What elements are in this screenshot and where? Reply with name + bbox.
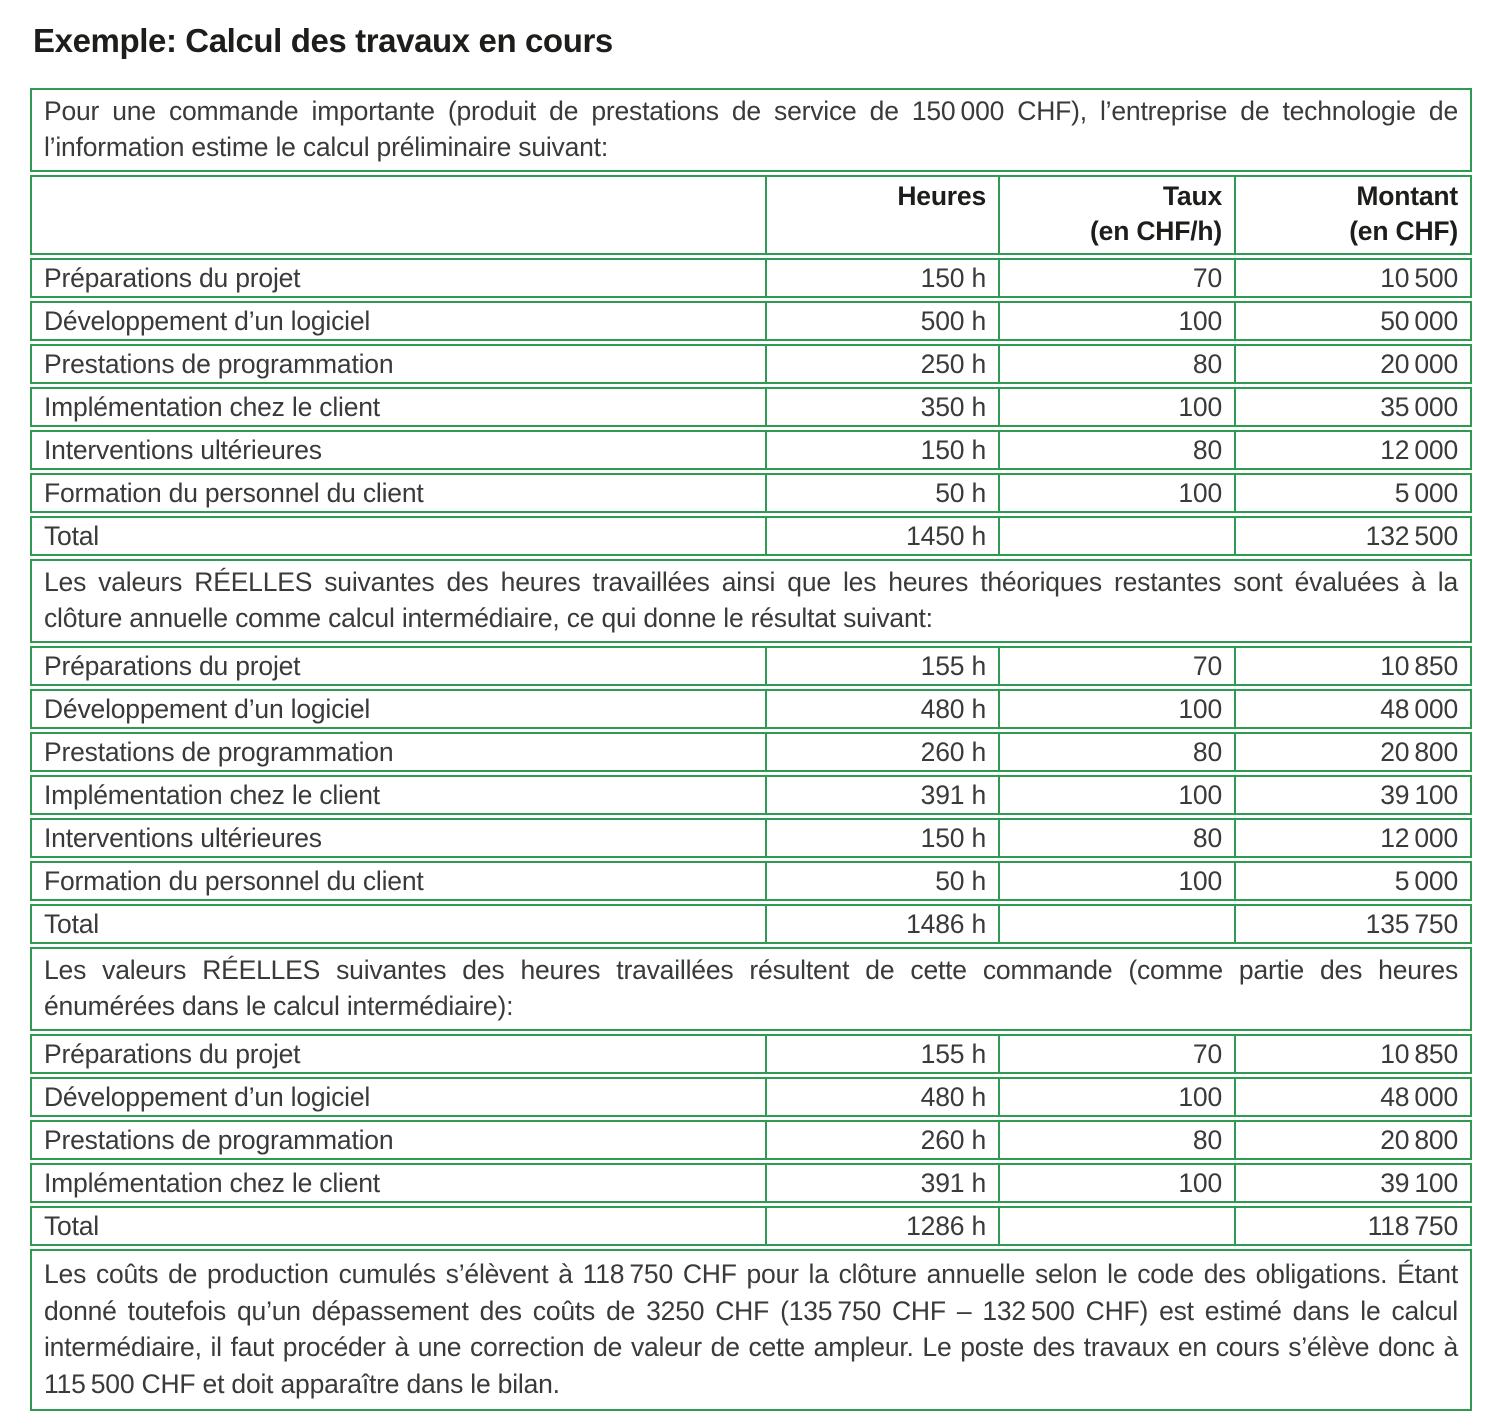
hours-cell: 1450 h [765, 518, 998, 554]
table-row [30, 1163, 1472, 1203]
amount-cell: 135 750 [1234, 906, 1470, 942]
table-row [30, 473, 1472, 513]
rate-cell: 80 [998, 820, 1234, 856]
hours-cell: 150 h [765, 260, 998, 296]
rate-cell: 70 [998, 648, 1234, 684]
table-intro-note: Pour une commande importante (produit de prestations de service de 150 000 CHF), l’entreprise de technologie de l’information estime le calcul préliminaire suivant: [30, 88, 1472, 172]
table-row [30, 689, 1472, 729]
hours-cell: 480 h [765, 1079, 998, 1115]
rate-cell: 100 [998, 863, 1234, 899]
hours-cell: 150 h [765, 820, 998, 856]
row-label-cell: Total [44, 909, 99, 939]
amount-cell: 12 000 [1234, 432, 1470, 468]
table-header-row [30, 175, 1472, 255]
amount-cell: 132 500 [1234, 518, 1470, 554]
hours-cell: 50 h [765, 475, 998, 511]
table-conclusion-note: Les coûts de production cumulés s’élèvent à 118 750 CHF pour la clôture annuelle selon le code des obligations. Étant donné toutefois qu’un dépassement des coûts de 3250 CHF (135 750 CHF – 132 500 CHF) est estimé dans le calcul intermédiaire, il faut procéder à une correction de valeur de cette ampleur. Le poste des travaux en cours s’élève donc à 115 500 CHF et doit apparaître dans le bilan. [30, 1249, 1472, 1411]
row-label-cell: Préparations du projet [44, 263, 301, 293]
table-row [30, 818, 1472, 858]
table-row [30, 516, 1472, 556]
rate-cell: 100 [998, 303, 1234, 339]
row-label-cell: Développement d’un logiciel [44, 1082, 371, 1112]
rate-cell [998, 518, 1234, 554]
column-header-rate-line1: Taux [1162, 181, 1222, 211]
section-note: Les valeurs RÉELLES suivantes des heures travaillées ainsi que les heures théoriques restantes sont évaluées à la clôture annuelle comme calcul intermédiaire, ce qui donne le résultat suivant: [30, 559, 1472, 643]
hours-cell: 155 h [765, 648, 998, 684]
row-label-cell: Prestations de programmation [44, 349, 394, 379]
hours-cell: 391 h [765, 777, 998, 813]
amount-cell: 118 750 [1234, 1208, 1470, 1244]
table-row [30, 1034, 1472, 1074]
amount-cell: 20 000 [1234, 346, 1470, 382]
rate-cell: 80 [998, 1122, 1234, 1158]
rate-cell [998, 906, 1234, 942]
page-title: Exemple: Calcul des travaux en cours [33, 22, 613, 59]
table-row [30, 1120, 1472, 1160]
rate-cell: 100 [998, 475, 1234, 511]
rate-cell: 80 [998, 734, 1234, 770]
hours-cell: 1286 h [765, 1208, 998, 1244]
rate-cell: 80 [998, 432, 1234, 468]
table-row [30, 904, 1472, 944]
hours-cell: 50 h [765, 863, 998, 899]
amount-cell: 39 100 [1234, 1165, 1470, 1201]
amount-cell: 48 000 [1234, 1079, 1470, 1115]
hours-cell: 260 h [765, 734, 998, 770]
row-label-cell: Prestations de programmation [44, 737, 394, 767]
row-label-cell: Interventions ultérieures [44, 435, 322, 465]
row-label-cell: Préparations du projet [44, 1039, 301, 1069]
row-label-cell: Interventions ultérieures [44, 823, 322, 853]
amount-cell: 50 000 [1234, 303, 1470, 339]
row-label-cell: Préparations du projet [44, 651, 301, 681]
rate-cell: 100 [998, 389, 1234, 425]
row-label-cell: Implémentation chez le client [44, 392, 380, 422]
hours-cell: 150 h [765, 432, 998, 468]
column-header-amount-line1: Montant [1356, 181, 1458, 211]
section-note: Les valeurs RÉELLES suivantes des heures travaillées résultent de cette commande (comme partie des heures énumérées dans le calcul intermédiaire): [30, 947, 1472, 1031]
row-label-cell: Implémentation chez le client [44, 1168, 380, 1198]
amount-cell: 20 800 [1234, 734, 1470, 770]
table-row [30, 258, 1472, 298]
column-header-amount-line2: (en CHF) [1349, 216, 1458, 246]
column-header-rate-line2: (en CHF/h) [1090, 216, 1222, 246]
table-row [30, 775, 1472, 815]
row-label-cell: Total [44, 521, 99, 551]
amount-cell: 5 000 [1234, 475, 1470, 511]
amount-cell: 10 850 [1234, 1036, 1470, 1072]
rate-cell [998, 1208, 1234, 1244]
hours-cell: 260 h [765, 1122, 998, 1158]
table-row [30, 1077, 1472, 1117]
table-row [30, 387, 1472, 427]
work-in-progress-table [30, 88, 1472, 1411]
amount-cell: 5 000 [1234, 863, 1470, 899]
hours-cell: 1486 h [765, 906, 998, 942]
table-row [30, 344, 1472, 384]
hours-cell: 250 h [765, 346, 998, 382]
hours-cell: 350 h [765, 389, 998, 425]
table-row [30, 732, 1472, 772]
amount-cell: 48 000 [1234, 691, 1470, 727]
column-header-hours [765, 177, 998, 253]
hours-cell: 500 h [765, 303, 998, 339]
table-row [30, 861, 1472, 901]
rate-cell: 70 [998, 260, 1234, 296]
column-header-rate [998, 177, 1234, 253]
table-row [30, 301, 1472, 341]
row-label-cell: Prestations de programmation [44, 1125, 394, 1155]
hours-cell: 155 h [765, 1036, 998, 1072]
rate-cell: 70 [998, 1036, 1234, 1072]
row-label-cell: Développement d’un logiciel [44, 694, 371, 724]
rate-cell: 100 [998, 777, 1234, 813]
rate-cell: 100 [998, 691, 1234, 727]
row-label-cell: Total [44, 1211, 99, 1241]
column-header-hours-label: Heures [897, 181, 986, 211]
rate-cell: 100 [998, 1165, 1234, 1201]
row-label-cell: Formation du personnel du client [44, 478, 424, 508]
column-header-item [32, 177, 765, 253]
rate-cell: 100 [998, 1079, 1234, 1115]
hours-cell: 391 h [765, 1165, 998, 1201]
amount-cell: 20 800 [1234, 1122, 1470, 1158]
amount-cell: 39 100 [1234, 777, 1470, 813]
row-label-cell: Développement d’un logiciel [44, 306, 371, 336]
rate-cell: 80 [998, 346, 1234, 382]
column-header-amount [1234, 177, 1470, 253]
amount-cell: 10 850 [1234, 648, 1470, 684]
table-row [30, 430, 1472, 470]
amount-cell: 35 000 [1234, 389, 1470, 425]
hours-cell: 480 h [765, 691, 998, 727]
table-row [30, 1206, 1472, 1246]
row-label-cell: Implémentation chez le client [44, 780, 380, 810]
amount-cell: 12 000 [1234, 820, 1470, 856]
table-row [30, 646, 1472, 686]
row-label-cell: Formation du personnel du client [44, 866, 424, 896]
amount-cell: 10 500 [1234, 260, 1470, 296]
